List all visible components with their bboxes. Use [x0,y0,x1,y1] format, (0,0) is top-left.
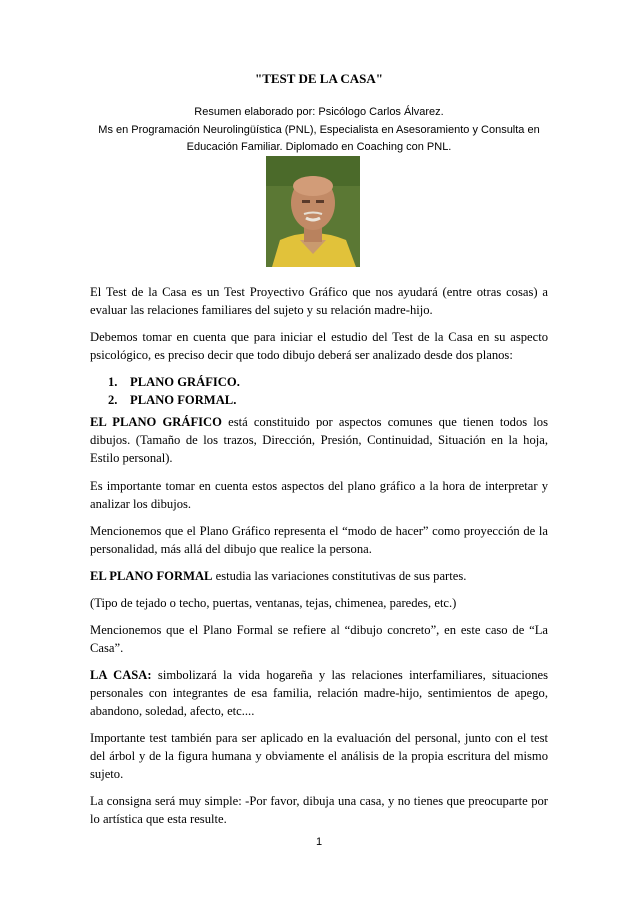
list-number: 2. [108,393,118,407]
list-text: PLANO FORMAL. [130,393,237,407]
paragraph-dibujo-concreto [90,621,548,657]
paragraph-plano-grafico [90,413,548,467]
paragraph-text: Es importante tomar en cuenta estos aspectos del plano gráfico a la hora de interpretar y analizar los dibujos. [90,479,548,511]
list-item [108,373,240,391]
paragraph-text: Importante test también para ser aplicado en la evaluación del personal, junto con el test del árbol y de la figura humana y obviamente el análisis de la propia escritura del mismo sujeto. [90,731,548,781]
paragraph-consigna [90,792,548,828]
document-title: "TEST DE LA CASA" [255,71,383,86]
paragraph-text: Mencionemos que el Plano Formal se refiere al “dibujo concreto”, en este caso de “La Casa”. [90,623,548,655]
term-plano-formal: EL PLANO FORMAL [90,569,213,583]
page-number: 1 [315,836,323,848]
paragraph-text: Debemos tomar en cuenta que para iniciar el estudio del Test de la Casa en su aspecto psicológico, es preciso decir que todo dibujo deberá ser analizado desde dos planos: [90,330,548,362]
paragraph-text: El Test de la Casa es un Test Proyectivo Gráfico que nos ayudará (entre otras cosas) a evaluar las relaciones familiares del sujeto y su relación madre-hijo. [90,285,548,317]
list-item [108,391,240,409]
author-photo [266,156,360,267]
paragraph-intro [90,283,548,319]
paragraph-text: Mencionemos que el Plano Gráfico representa el “modo de hacer” como proyección de la personalidad, más allá del dibujo que realice la persona. [90,524,548,556]
paragraph-planes [90,328,548,364]
paragraph-modo-de-hacer [90,522,548,558]
list-number: 1. [108,375,118,389]
term-la-casa: LA CASA: [90,668,152,682]
planes-list [108,373,240,409]
term-plano-grafico: EL PLANO GRÁFICO [90,415,222,429]
paragraph-evaluacion [90,729,548,783]
paragraph-text: estudia las variaciones constitutivas de sus partes. [212,569,467,583]
author-line: Resumen elaborado por: Psicólogo Carlos Álvarez. [194,106,444,118]
paragraph-importante [90,477,548,513]
paragraph-plano-formal [90,567,548,585]
credentials-line-2: Educación Familiar. Diplomado en Coaching con PNL. [186,141,452,153]
paragraph-text: La consigna será muy simple: -Por favor, dibuja una casa, y no tienes que preocuparte por lo artística que esta resulte. [90,794,548,826]
list-text: PLANO GRÁFICO. [130,375,240,389]
paragraph-la-casa [90,666,548,720]
paragraph-text: está constituido por aspectos comunes que tienen todos los dibujos. (Tamaño de los trazos, Dirección, Presión, Continuidad, Situación en la hoja, Estilo personal). [90,415,548,465]
author-portrait-illustration [266,156,360,267]
paragraph-text: (Tipo de tejado o techo, puertas, ventanas, tejas, chimenea, paredes, etc.) [90,596,457,610]
credentials-line: Ms en Programación Neurolingüística (PNL), Especialista en Asesoramiento y Consulta en [98,124,540,136]
paragraph-text: simbolizará la vida hogareña y las relaciones interfamiliares, situaciones personales con integrantes de esa familia, relación madre-hijo, sentimientos de apego, abandono, soledad, afecto, etc.... [90,668,548,718]
paragraph-tipos [90,594,548,612]
